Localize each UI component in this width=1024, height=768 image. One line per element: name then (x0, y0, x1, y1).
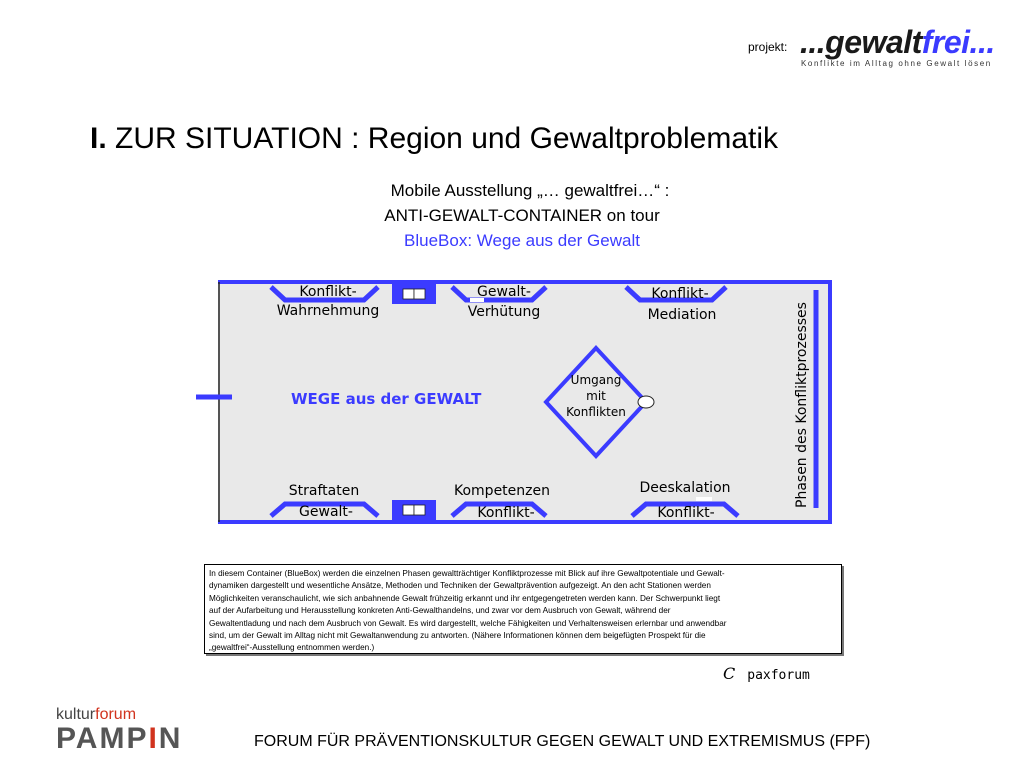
station-bottom-left-line2: Gewalt- (299, 504, 353, 520)
station-bottom-left-line1: Straftaten (288, 483, 360, 499)
description-box (204, 564, 842, 654)
title-text: ZUR SITUATION : Region und Gewaltproblematik (115, 122, 779, 155)
station-top-right-line2: Mediation (647, 307, 717, 323)
diamond-knob (638, 396, 654, 408)
diamond-label (556, 372, 636, 420)
subtitle-line-3: BlueBox: Wege aus der Gewalt (404, 231, 640, 250)
description-line: „gewaltfrei“-Ausstellung entnommen werden.) (209, 643, 375, 653)
window-top (392, 284, 436, 304)
station-bottom-mid-line2: Konflikt- (477, 505, 535, 521)
diamond-line-2: mit (586, 389, 606, 403)
pampin-logo (56, 722, 182, 756)
subtitle-line-2: ANTI-GEWALT-CONTAINER on tour (384, 206, 660, 225)
station-bottom-right-line1: Deeskalation (639, 480, 731, 496)
station-top-left-line1: Konflikt- (299, 284, 357, 300)
center-label: WEGE aus der GEWALT (291, 390, 482, 408)
window-bottom (392, 500, 436, 520)
pampin-i: I (148, 722, 159, 755)
footer-text: FORUM FÜR PRÄVENTIONSKULTUR GEGEN GEWALT UND EXTREMISMUS (FPF) (254, 733, 871, 750)
copyright-icon: C (723, 664, 736, 683)
kulturforum-forum: forum (95, 706, 137, 723)
kulturforum-kultur: kultur (56, 706, 96, 723)
diamond-line-3: Konflikten (566, 405, 626, 419)
pampin-pamp: PAMP (56, 722, 149, 755)
description-line: sind, um der Gewalt im Alltag nicht mit Gewaltanwendung zu antworten. (Nähere Informationen können dem beigefügten Prospekt für die (209, 631, 706, 641)
logo-frei: frei... (921, 24, 995, 60)
copyright-text: paxforum (747, 668, 810, 683)
side-label-phasen: Phasen des Konfliktprozesses (794, 302, 810, 508)
station-bottom-mid-line1: Kompetenzen (454, 483, 550, 499)
description-line: In diesem Container (BlueBox) werden die einzelnen Phasen gewaltträchtiger Konfliktprozesse mit Blick auf ihre Gewaltpotentiale und Gewalt- (209, 569, 725, 578)
description-line: auf der Aufarbeitung und Herausstellung konkreten Anti-Gewalthandelns, und zwar vor dem Ausbruch von Gewalt, während der (209, 606, 671, 616)
copyright-paxforum (723, 664, 810, 683)
subtitle-line-1: Mobile Ausstellung „… gewaltfrei…“ : (390, 181, 670, 200)
description-line: Gewaltentladung und nach dem Ausbruch von Gewalt. Es wird dargestellt, welche Fähigkeiten und Verhaltensweisen erlernbar und anwendbar (209, 618, 727, 628)
shelf-gap (696, 497, 712, 501)
station-bottom-right-line2: Konflikt- (657, 505, 715, 521)
logo-prefix: ... (800, 24, 826, 60)
pampin-n: N (158, 722, 183, 755)
station-top-mid-line2: Verhütung (467, 304, 541, 320)
logo-tagline: Konflikte im Alltag ohne Gewalt lösen (801, 59, 992, 68)
station-top-right-line1: Konflikt- (651, 286, 709, 302)
station-top-left-line2: Wahrnehmung (276, 303, 380, 319)
description-line: Möglichkeiten veranschaulicht, wie sich anbahnende Gewalt frühzeitig erkannt und ihr entgegengetreten werden kann. Der Schwerpunkt liegt (209, 593, 721, 603)
description-line: dynamiken dargestellt und wesentliche Ansätze, Methoden und Techniken der Gewaltprävention aufgezeigt. An den acht Stationen werden (209, 581, 711, 591)
station-top-mid-line1: Gewalt- (477, 284, 531, 300)
diamond-line-1: Umgang (570, 373, 622, 387)
projekt-label: projekt: (748, 40, 788, 54)
title-numeral: I. (90, 122, 107, 155)
logo-gewalt: gewalt (825, 24, 922, 60)
